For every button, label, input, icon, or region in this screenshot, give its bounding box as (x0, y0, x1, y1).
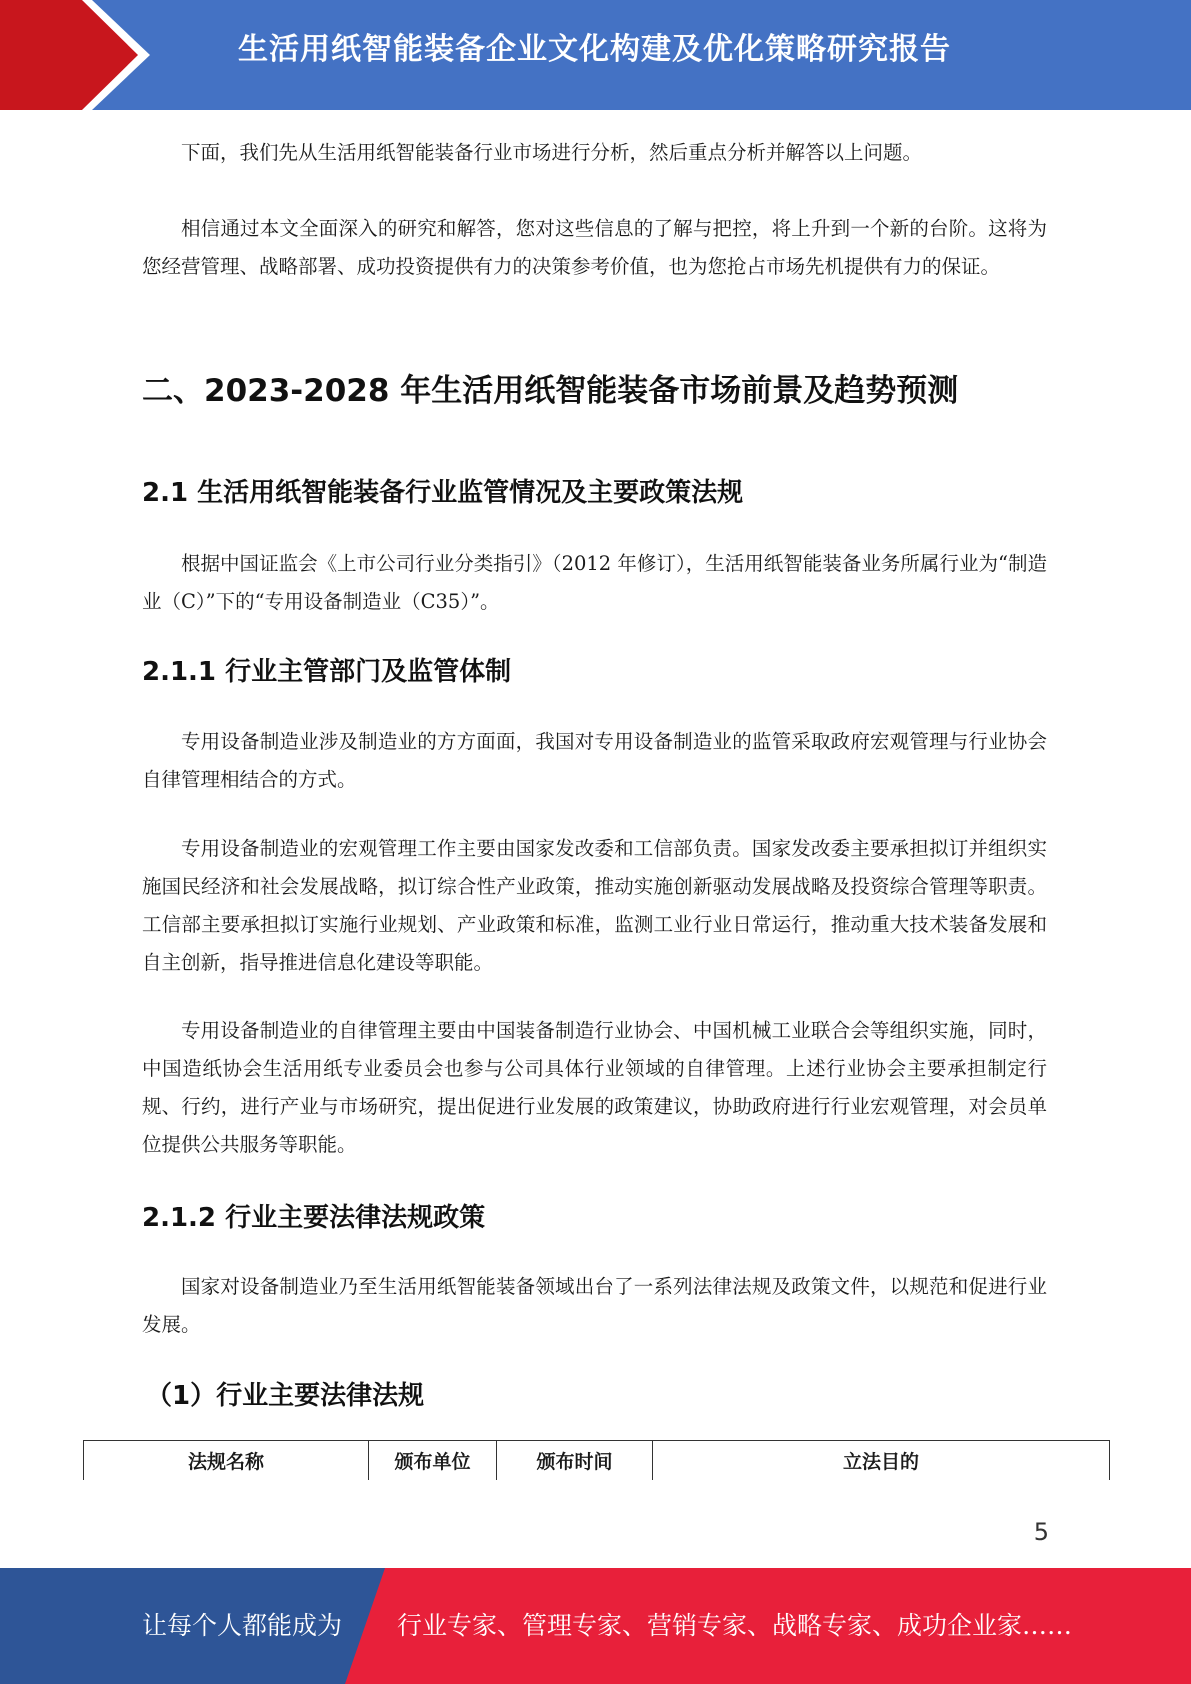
report-title: 生活用纸智能装备企业文化构建及优化策略研究报告 (238, 32, 951, 67)
subsection-heading-2-1-2: 2.1.2 行业主要法律法规政策 (142, 1203, 486, 1233)
page-header (0, 0, 1191, 110)
paragraph-macro-management: 专用设备制造业的宏观管理工作主要由国家发改委和工信部负责。国家发改委主要承担拟订并组织实施国民经济和社会发展战略，拟订综合性产业政策，推动实施创新驱动发展战略及投资综合管理等职责。工信部主要承担拟订实施行业规划、产业政策和标准，监测工业行业日常运行，推动重大技术装备发展和自主创新，指导推进信息化建设等职能。 (142, 837, 1047, 974)
section-heading: 二、2023-2028 年生活用纸智能装备市场前景及趋势预测 (142, 373, 959, 409)
column-header-name: 法规名称 (84, 1441, 369, 1481)
paragraph-regulation: 专用设备制造业涉及制造业的方方面面，我国对专用设备制造业的监管采取政府宏观管理与行业协会自律管理相结合的方式。 (142, 730, 1047, 791)
table-header-row (84, 1441, 1110, 1481)
intro-paragraph-2: 相信通过本文全面深入的研究和解答，您对这些信息的了解与把控，将上升到一个新的台阶。这将为您经营管理、战略部署、成功投资提供有力的决策参考价值，也为您抢占市场先机提供有力的保证。 (142, 217, 1047, 278)
paragraph-policy: 国家对设备制造业乃至生活用纸智能装备领域出台了一系列法律法规及政策文件，以规范和促进行业发展。 (142, 1275, 1047, 1336)
column-header-issuer: 颁布单位 (369, 1441, 497, 1481)
paragraph-self-regulation: 专用设备制造业的自律管理主要由中国装备制造行业协会、中国机械工业联合会等组织实施，同时，中国造纸协会生活用纸专业委员会也参与公司具体行业领域的自律管理。上述行业协会主要承担制定行规、行约，进行产业与市场研究，提出促进行业发展的政策建议，协助政府进行行业宏观管理，对会员单位提供公共服务等职能。 (142, 1019, 1047, 1156)
footer-slogan-right: 行业专家、管理专家、营销专家、战略专家、成功企业家…… (397, 1611, 1073, 1640)
subsection-heading-2-1: 2.1 生活用纸智能装备行业监管情况及主要政策法规 (142, 478, 744, 508)
page-footer (0, 1568, 1191, 1684)
subsection-heading-2-1-1: 2.1.1 行业主管部门及监管体制 (142, 657, 512, 687)
intro-paragraph: 下面，我们先从生活用纸智能装备行业市场进行分析，然后重点分析并解答以上问题。 (181, 141, 923, 164)
page-number: 5 (1033, 1518, 1049, 1546)
column-header-date: 颁布时间 (497, 1441, 653, 1481)
footer-slogan-left: 让每个人都能成为 (142, 1611, 343, 1640)
paragraph-classification: 根据中国证监会《上市公司行业分类指引》（2012 年修订），生活用纸智能装备业务所属行业为“制造业（C）”下的“专用设备制造业（C35）”。 (142, 552, 1047, 613)
laws-table (83, 1440, 1110, 1480)
column-header-purpose: 立法目的 (653, 1441, 1110, 1481)
laws-heading: （1）行业主要法律法规 (146, 1381, 425, 1411)
